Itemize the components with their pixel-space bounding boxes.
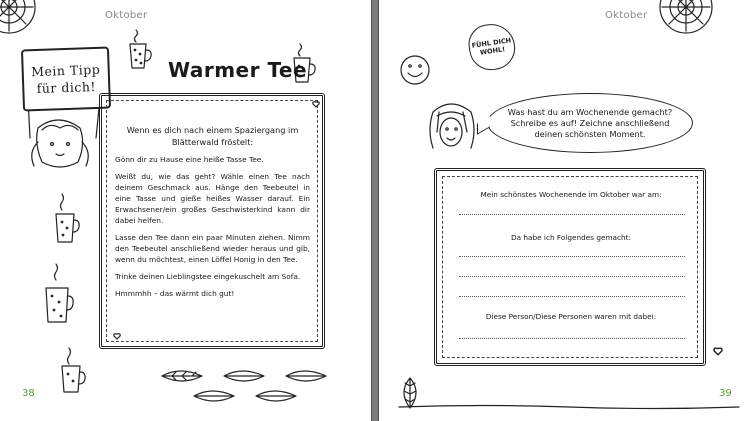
heart-icon [312, 100, 320, 108]
month-label: Oktober [105, 10, 148, 21]
ground-line [399, 404, 739, 410]
writing-line[interactable] [459, 296, 685, 297]
form-prompt: Mein schönstes Wochenende im Oktober war am: [480, 190, 662, 199]
card-heading: Wenn es dich nach einem Spaziergang im Blätterwald fröstelt: [126, 125, 299, 147]
month-label: Oktober [605, 10, 648, 21]
smiley-icon [399, 54, 431, 86]
leaf-icon [158, 368, 334, 404]
writing-line[interactable] [459, 214, 685, 215]
form-prompt: Diese Person/Diese Personen waren mit dabei: [485, 312, 657, 321]
paragraph: Gönn dir zu Hause eine heiße Tasse Tee. [115, 155, 264, 164]
recipe-text [115, 124, 310, 305]
left-page [0, 0, 372, 421]
paragraph: Weißt du, wie das geht? Wähle einen Tee nach deinem Geschmack aus. Hänge den Teebeutel in eine Tasse und gieße heißes Wasser darauf. Ein Erwachsener/ein großes Geschwisterkind kann dir dabei helfen. [115, 172, 310, 225]
writing-line[interactable] [459, 276, 685, 277]
tea-cup-icon [44, 262, 74, 326]
form-prompt: Da habe ich Folgendes gemacht: [510, 233, 631, 242]
paragraph: Trinke deinen Lieblingstee eingekuschelt am Sofa. [115, 272, 301, 281]
tip-sign [21, 46, 111, 111]
writing-line[interactable] [459, 256, 685, 257]
page-number: 39 [719, 388, 732, 399]
tip-line-1: Mein Tipp [30, 61, 101, 80]
girl-drawing [427, 102, 475, 158]
writing-line[interactable] [459, 338, 685, 339]
speech-bubble: Was hast du am Wochenende gemacht? Schreibe es auf! Zeichne anschließend deinen schönsten Moment. [487, 93, 693, 153]
page-title: Warmer Tee [168, 58, 308, 82]
heart-icon [113, 332, 121, 340]
right-page [378, 0, 750, 421]
feel-good-sign: FÜHL DICH WOHL! [466, 21, 518, 73]
form-frame-inner [442, 176, 698, 358]
tea-cup-icon [60, 346, 86, 396]
paragraph: Lasse den Tee dann ein paar Minuten ziehen. Nimm den Teebeutel anschließend wieder heraus und gib, wenn du möchtest, einen Löffel Honig in den Tee. [115, 233, 310, 264]
tea-cup-icon [128, 28, 152, 72]
page-number: 38 [22, 388, 35, 399]
flower-ornament-icon [651, 0, 721, 42]
paragraph: Hmmmhh – das wärmt dich gut! [115, 289, 235, 298]
tea-cup-icon [54, 192, 80, 246]
tip-line-2: für dich! [36, 78, 97, 97]
flower-ornament-icon [0, 0, 44, 42]
heart-icon [713, 346, 723, 356]
